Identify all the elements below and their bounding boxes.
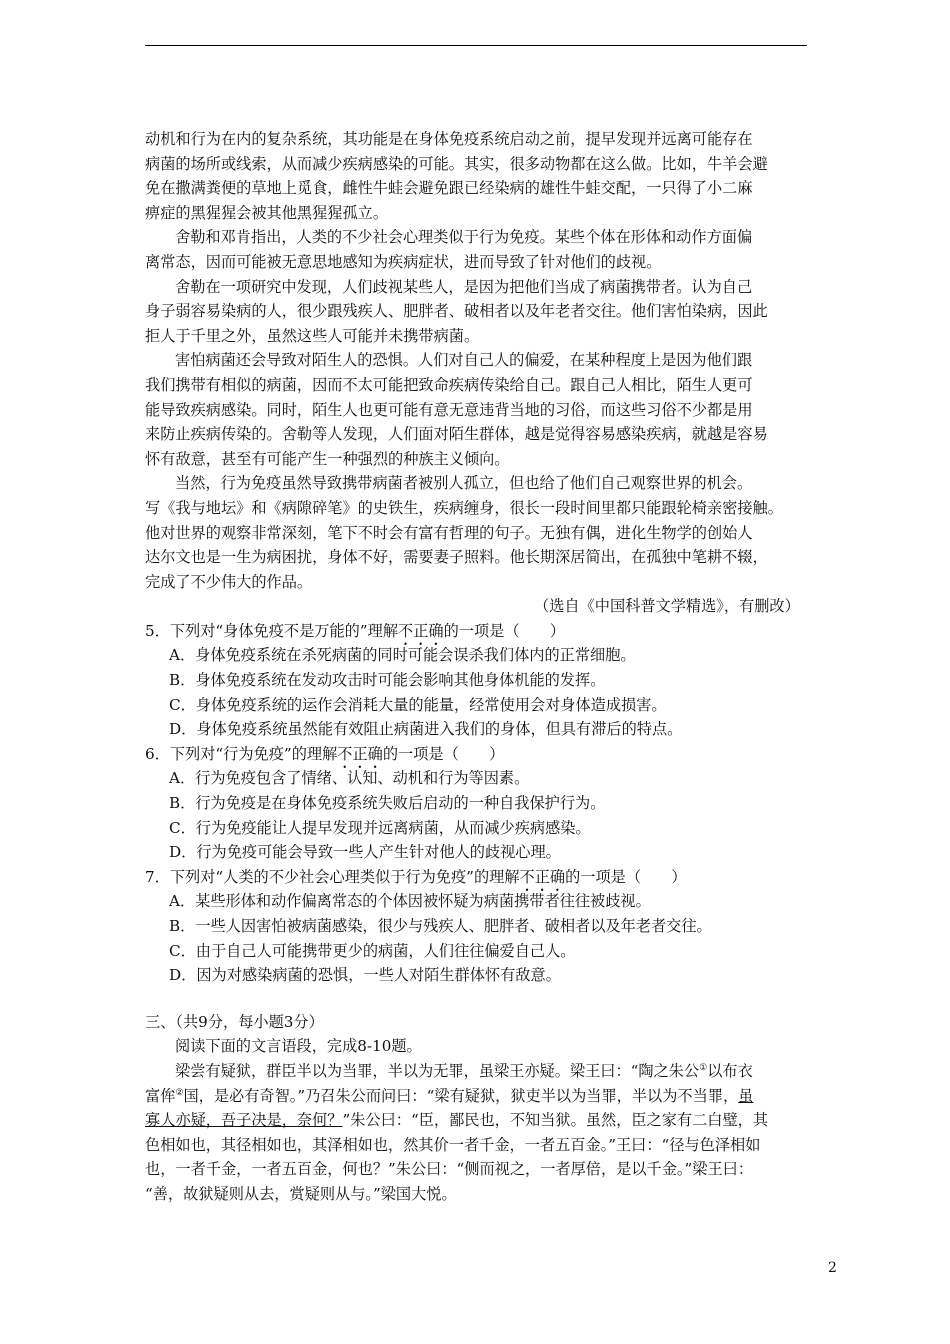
text-line: 当然，行为免疫虽然导致携带病菌者被别人孤立，但也给了他们自己观察世界的机会。 xyxy=(175,474,753,493)
classical-text-line: 寡人亦疑，吾子决是，奈何？”朱公曰：“臣，鄙民也，不知当狱。虽然，臣之家有二白璧，其 xyxy=(145,1111,769,1130)
question-6 xyxy=(145,742,815,865)
underlined-sentence: 虽 xyxy=(738,1086,754,1105)
text-line: 他对世界的观察非常深刻，笔下不时会有富有哲理的句子。无独有偶，进化生物学的创始人 xyxy=(145,523,753,542)
text-line: 痹症的黑猩猩会被其他黑猩猩孤立。 xyxy=(145,203,388,222)
option-b: B．身体免疫系统在发动攻击时可能会影响其他身体机能的发挥。 xyxy=(169,671,606,690)
source-citation: （选自《中国科普文学精选》，有删改） xyxy=(534,597,800,616)
option-c: C．由于自己人可能携带更少的病菌，人们往往偏爱自己人。 xyxy=(169,941,576,960)
classical-text-line: “善，故狱疑则从去，赏疑则从与。”梁国大悦。 xyxy=(145,1184,457,1203)
text-line: 达尔文也是一生为病困扰，身体不好，需要妻子照料。他长期深居简出，在孤独中笔耕不辍， xyxy=(145,548,768,567)
section-heading: 三、（共9分，每小题3分） xyxy=(145,1012,324,1031)
option-a: A．某些形体和动作偏离常态的个体因被怀疑为病菌携带者往往被歧视。 xyxy=(169,892,651,911)
option-b: B．行为免疫是在身体免疫系统失败后启动的一种自我保护行为。 xyxy=(169,794,606,813)
text-line: 舍勒在一项研究中发现，人们歧视某些人，是因为把他们当成了病菌携带者。认为自己 xyxy=(175,277,753,296)
paragraph-5 xyxy=(145,471,815,594)
classical-text-line: 也，一者千金，一者五百金，何也？”朱公曰：“侧而视之，一者厚倍，是以千金。”梁王曰： xyxy=(145,1160,754,1179)
text-line: 我们携带有相似的病菌，因而不太可能把致命疾病传染给自己。跟自己人相比，陌生人更可 xyxy=(145,375,753,394)
footnote-marker: ① xyxy=(699,1062,708,1073)
classical-text-line: 色相如也，其径相如也，其泽相如也，然其价一者千金，一者五百金。”王曰：“径与色泽相如 xyxy=(145,1135,761,1154)
paragraph-4 xyxy=(145,348,815,471)
section-3 xyxy=(145,1010,815,1207)
text-line: 写《我与地坛》和《病隙碎笔》的史铁生，疾病缠身，很长一段时间里都只能跟轮椅亲密接触。 xyxy=(145,498,783,517)
paragraph-3 xyxy=(145,275,815,349)
question-stem: 5．下列对“身体免疫不是万能的”理解不正确的一项是（ ） xyxy=(145,621,566,640)
text-line: 拒人于千里之外，虽然这些人可能并未携带病菌。 xyxy=(145,326,480,345)
paragraph-2 xyxy=(145,225,815,274)
classical-text-line: 富侔②国，是必有奇智。”乃召朱公而问曰：“梁有疑狱，狱吏半以为当罪，半以为不当罪，虽 xyxy=(145,1086,754,1105)
page-number: 2 xyxy=(828,1260,837,1276)
option-d: D．身体免疫系统虽然能有效阻止病菌进入我们的身体，但具有滞后的特点。 xyxy=(169,720,683,739)
paragraph-1 xyxy=(145,127,815,225)
option-d: D．行为免疫可能会导致一些人产生针对他人的歧视心理。 xyxy=(169,843,561,862)
text-line: 能导致疾病感染。同时，陌生人也更可能有意无意违背当地的习俗，而这些习俗不少都是用 xyxy=(145,400,753,419)
question-5 xyxy=(145,619,815,742)
option-c: C．身体免疫系统的运作会消耗大量的能量，经常使用会对身体造成损害。 xyxy=(169,695,667,714)
classical-text-line: 梁尝有疑狱，群臣半以为当罪，半以为无罪，虽梁王亦疑。梁王曰：“陶之朱公①以布衣 xyxy=(175,1061,753,1080)
emphasis-text: 不正确 xyxy=(398,621,444,640)
text-line: 免在撒满粪便的草地上觅食，雌性牛蛙会避免跟已经染病的雄性牛蛙交配，一只得了小二麻 xyxy=(145,179,753,198)
emphasis-text: 不正确 xyxy=(519,867,566,886)
underlined-sentence: 寡人亦疑，吾子决是，奈何？ xyxy=(145,1111,343,1130)
text-line: 身子弱容易染病的人，很少跟残疾人、肥胖者、破相者以及年老者交往。他们害怕染病，因此 xyxy=(145,302,768,321)
option-d: D．因为对感染病菌的恐惧，一些人对陌生群体怀有敌意。 xyxy=(169,966,561,985)
text-line: 怀有敌意，甚至有可能产生一种强烈的种族主义倾向。 xyxy=(145,449,510,468)
question-stem: 6．下列对“行为免疫”的理解不正确的一项是（ ） xyxy=(145,744,505,763)
text-line: 完成了不少伟大的作品。 xyxy=(145,572,313,591)
text-line: 害怕病菌还会导致对陌生人的恐惧。人们对自己人的偏爱，在某种程度上是因为他们跟 xyxy=(175,351,753,370)
option-c: C．行为免疫能让人提早发现并远离病菌，从而减少疾病感染。 xyxy=(169,818,591,837)
text-line: 动机和行为在内的复杂系统，其功能是在身体免疫系统启动之前，提早发现并远离可能存在 xyxy=(145,130,753,148)
spacer xyxy=(145,988,815,1010)
text-line: 离常态，因而可能被无意思地感知为疾病症状，进而导致了针对他们的歧视。 xyxy=(145,252,662,271)
option-a: A．行为免疫包含了情绪、认知、动机和行为等因素。 xyxy=(169,769,530,788)
page-content xyxy=(145,127,815,1207)
footnote-marker: ② xyxy=(175,1087,184,1098)
option-b: B．一些人因害怕被病菌感染，很少与残疾人、肥胖者、破相者以及年老者交往。 xyxy=(169,917,712,935)
text-line: 舍勒和邓肯指出，人类的不少社会心理类似于行为免疫。某些个体在形体和动作方面偏 xyxy=(175,228,753,247)
question-stem: 7．下列对“人类的不少社会心理类似于行为免疫”的理解不正确的一项是（ ） xyxy=(145,867,687,886)
emphasis-text: 不正确 xyxy=(337,744,383,763)
text-line: 来防止疾病传染的。舍勒等人发现，人们面对陌生群体，越是觉得容易感染疾病，就越是容易 xyxy=(145,425,768,444)
question-7 xyxy=(145,865,815,988)
section-instruction: 阅读下面的文言语段，完成8-10题。 xyxy=(175,1037,422,1056)
text-line: 病菌的场所或线索，从而减少疾病感染的可能。其实，很多动物都在这么做。比如，牛羊会避 xyxy=(145,154,768,173)
option-a: A．身体免疫系统在杀死病菌的同时可能会误杀我们体内的正常细胞。 xyxy=(169,646,636,665)
header-rule xyxy=(145,45,807,46)
